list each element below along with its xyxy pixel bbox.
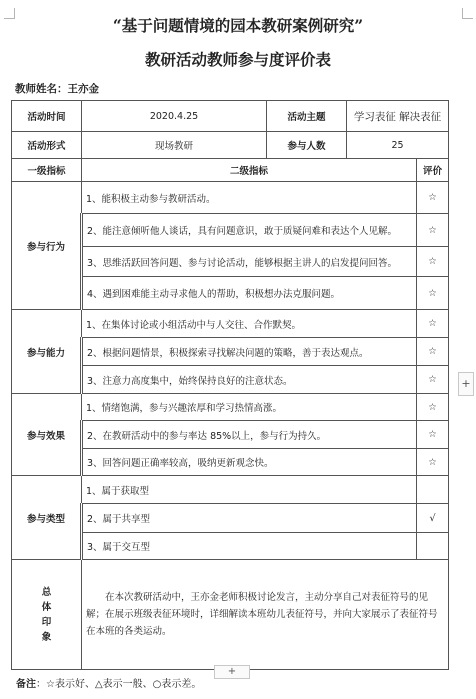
table-row [12, 310, 449, 338]
criteria-item: 2、属于共享型 [82, 504, 417, 533]
document-title: “基于问题情境的园本教研案例研究” [112, 16, 364, 35]
summary-label-char: 总 [41, 586, 52, 598]
score-cell: ☆ [417, 338, 449, 366]
info-row-1 [12, 101, 449, 132]
criteria-item: 2、根据问题情景，积极探索寻找解决问题的策略，善于表达观点。 [82, 338, 417, 366]
teacher-name-line [15, 81, 99, 96]
criteria-item: 3、思维活跃回答问题、参与讨论活动，能够根据主讲人的启发提问回答。 [82, 247, 417, 277]
activity-form-value: 现场教研 [82, 132, 267, 159]
criteria-item: 1、属于获取型 [82, 476, 417, 504]
level1-header: 一级指标 [12, 159, 82, 182]
remark-text: ：☆表示好、△表示一般、○表示差。 [36, 679, 202, 690]
criteria-item: 1、情绪饱满，参与兴趣浓厚和学习热情高涨。 [82, 394, 417, 421]
activity-form-label: 活动形式 [12, 132, 82, 159]
score-cell: ☆ [417, 247, 449, 277]
participant-count-value: 25 [347, 132, 449, 159]
score-cell [417, 476, 449, 504]
table-row [12, 394, 449, 421]
participant-count-label: 参与人数 [267, 132, 347, 159]
score-cell: ☆ [417, 449, 449, 476]
activity-time-value: 2020.4.25 [82, 101, 267, 132]
summary-row [12, 560, 449, 670]
criteria-item: 4、遇到困难能主动寻求他人的帮助，积极想办法克服问题。 [82, 277, 417, 310]
summary-label-char: 象 [41, 631, 52, 643]
criteria-item: 3、属于交互型 [82, 533, 417, 560]
summary-text: 在本次教研活动中，王亦金老师积极讨论发言，主动分享自己对表征符号的见解；在展示班级表征环境时，详细解读本班幼儿表征符号，并向大家展示了表征符号在本班的各类运动。 [82, 560, 449, 670]
section-name-ability: 参与能力 [12, 310, 82, 394]
summary-label [12, 560, 82, 670]
criteria-item: 2、在教研活动中的参与率达 85%以上，参与行为持久。 [82, 421, 417, 449]
criteria-item: 3、注意力高度集中，始终保持良好的注意状态。 [82, 366, 417, 394]
evaluation-table [11, 100, 449, 670]
add-row-button[interactable]: + [214, 665, 250, 679]
score-cell: ☆ [417, 310, 449, 338]
criteria-item: 1、能积极主动参与教研活动。 [82, 182, 417, 214]
criteria-item: 3、回答问题正确率较高，吸纳更新观念快。 [82, 449, 417, 476]
summary-label-char: 印 [41, 616, 52, 628]
score-cell: ☆ [417, 182, 449, 214]
score-cell: ☆ [417, 214, 449, 247]
teacher-name-value: 王亦金 [67, 83, 99, 95]
summary-label-char: 体 [41, 601, 52, 613]
score-cell [417, 533, 449, 560]
table-row [12, 182, 449, 214]
add-column-button[interactable]: + [458, 372, 474, 396]
remark-line [16, 675, 201, 690]
info-row-2 [12, 132, 449, 159]
activity-time-label: 活动时间 [12, 101, 82, 132]
criteria-item: 2、能注意倾听他人谈话，具有问题意识，敢于质疑问难和表达个人见解。 [82, 214, 417, 247]
section-name-type: 参与类型 [12, 476, 82, 560]
criteria-item: 1、在集体讨论或小组活动中与人交往、合作默契。 [82, 310, 417, 338]
level2-header: 二级指标 [82, 159, 417, 182]
score-cell: ☆ [417, 366, 449, 394]
section-name-effect: 参与效果 [12, 394, 82, 476]
document-subtitle: 教研活动教师参与度评价表 [144, 50, 331, 69]
section-name-behavior: 参与行为 [12, 182, 82, 310]
score-cell: ☆ [417, 394, 449, 421]
activity-theme-label: 活动主题 [267, 101, 347, 132]
header-row [12, 159, 449, 182]
score-cell: √ [417, 504, 449, 533]
score-cell: ☆ [417, 421, 449, 449]
table-row [12, 476, 449, 504]
score-cell: ☆ [417, 277, 449, 310]
score-header: 评价 [417, 159, 449, 182]
activity-theme-value: 学习表征 解决表征 [347, 101, 449, 132]
teacher-name-label: 教师姓名： [15, 83, 68, 95]
remark-label: 备注 [16, 679, 36, 690]
